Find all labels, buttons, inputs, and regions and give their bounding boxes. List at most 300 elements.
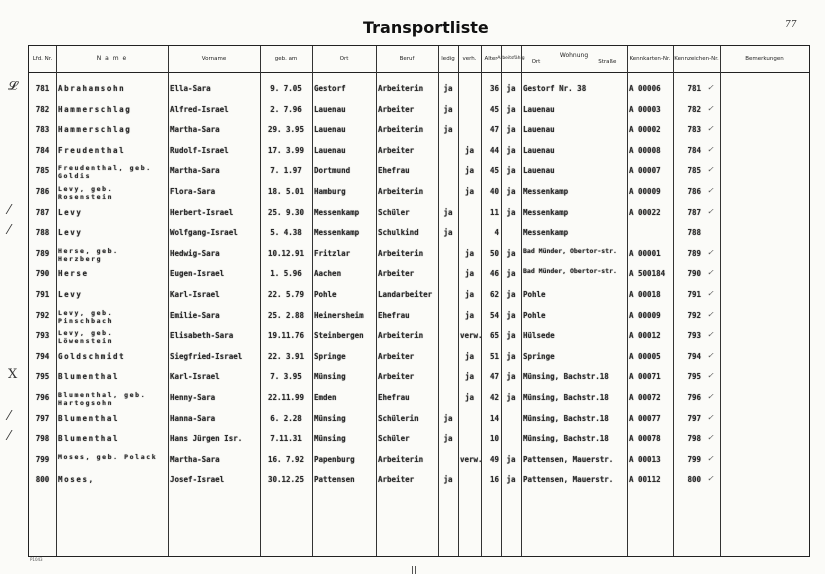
cell-name: Levy: [58, 228, 83, 238]
cell-name: Levy: [58, 290, 83, 299]
cell-alter: 46: [489, 269, 499, 279]
header-lfd: Lfd. Nr.: [32, 56, 53, 62]
cell-beruf: Schülerin: [378, 413, 419, 423]
cell-ort: Fritzlar: [314, 248, 351, 258]
cell-geb: 6. 2.28: [270, 413, 302, 423]
cell-wohnung: Lauenau: [523, 166, 555, 176]
cell-arb: ja: [506, 454, 516, 464]
cell-nr: 798: [35, 434, 50, 444]
header-ledig: ledig: [441, 56, 455, 62]
cell-kz: 783: [687, 125, 701, 135]
cell-arb: ja: [506, 393, 516, 402]
cell-ledig: ja: [443, 104, 453, 114]
cell-beruf: Arbeiter: [378, 475, 415, 485]
cell-name: Levy, geb. Rosenstein: [58, 185, 114, 201]
cell-vorname: Hanna-Sara: [170, 413, 216, 423]
cell-ort: Papenburg: [314, 454, 355, 464]
cell-alter: 47: [489, 125, 499, 135]
cell-nr: 790: [35, 269, 50, 279]
cell-beruf: Arbeiter: [378, 372, 415, 382]
cell-kz: 793: [687, 331, 701, 341]
cell-wohnung: Gestorf Nr. 38: [523, 84, 587, 93]
cell-kk: A 00009: [629, 310, 661, 320]
cell-beruf: Arbeiterin: [378, 187, 424, 196]
cell-vorname: Martha-Sara: [170, 166, 220, 176]
cell-vorname: Ella-Sara: [170, 84, 211, 93]
cell-ledig: [440, 183, 456, 201]
cell-kz: 789: [687, 248, 701, 258]
cell-wohnung: Messenkamp: [523, 187, 569, 196]
cell-name: Hammerschlag: [58, 104, 132, 114]
column-divider: [56, 46, 57, 556]
cell-alter: 44: [489, 145, 499, 155]
cell-arb: [503, 410, 519, 428]
cell-name: Blumenthal: [58, 413, 120, 423]
cell-ledig: [440, 348, 456, 366]
cell-geb: 25. 9.30: [267, 207, 305, 217]
cell-wohnung: Pattensen, Mauerstr.: [523, 475, 614, 485]
cell-ort: Hamburg: [314, 187, 346, 196]
cell-alter: 47: [489, 372, 499, 382]
cell-geb: 19.11.76: [267, 331, 305, 341]
transport-table: [28, 45, 810, 557]
cell-alter: 40: [489, 187, 499, 196]
cell-ort: Gestorf: [314, 84, 346, 93]
cell-kk: A 00077: [629, 413, 661, 423]
cell-check: ✓: [707, 83, 714, 92]
form-code: P1043: [30, 557, 43, 562]
cell-geb: 1. 5.96: [270, 269, 302, 279]
cell-check: ✓: [707, 371, 714, 381]
cell-name: Abrahamsohn: [58, 84, 126, 93]
table-row: [29, 471, 809, 491]
cell-wohnung: Münsing, Bachstr.18: [523, 413, 609, 423]
table-row: [29, 286, 809, 306]
cell-beruf: Schüler: [378, 434, 410, 444]
header-wohnung: [521, 48, 627, 70]
cell-name: Levy: [58, 207, 83, 217]
table-row: [29, 430, 809, 450]
cell-name: Freudenthal, geb. Goldis: [58, 164, 152, 181]
cell-wohnung: Lauenau: [523, 125, 555, 135]
cell-nr: 797: [35, 413, 50, 423]
margin-annotation: ⁄: [8, 429, 11, 445]
cell-kz: 786: [687, 187, 701, 196]
cell-check: ✓: [707, 124, 714, 134]
cell-vorname: Henny-Sara: [170, 393, 216, 402]
cell-ledig: [440, 368, 456, 386]
table-row: [29, 307, 809, 327]
cell-alter: 16: [489, 475, 499, 485]
cell-kz: 787: [687, 207, 701, 217]
cell-arb: ja: [506, 372, 516, 382]
cell-alter: 54: [489, 310, 499, 320]
cell-arb: ja: [506, 310, 516, 320]
cell-wohnung: Münsing, Bachstr.18: [523, 434, 609, 444]
cell-name: Goldschmidt: [58, 351, 126, 361]
cell-name: Blumenthal: [58, 434, 120, 444]
cell-verh: [460, 224, 479, 242]
cell-ort: Münsing: [314, 434, 346, 444]
cell-beruf: Arbeiterin: [378, 331, 424, 341]
cell-kz: 800: [687, 475, 701, 485]
cell-nr: 794: [35, 351, 50, 361]
cell-nr: 793: [35, 331, 50, 341]
cell-vorname: Flora-Sara: [170, 187, 216, 196]
cell-ort: Springe: [314, 351, 346, 361]
table-row: [29, 121, 809, 141]
cell-check: ✓: [707, 350, 714, 360]
cell-name: Herse, geb. Herzberg: [58, 246, 119, 263]
cell-alter: 14: [489, 413, 499, 423]
cell-geb: 16. 7.92: [267, 454, 305, 464]
cell-kz: 785: [687, 166, 701, 176]
cell-beruf: Arbeiterin: [378, 454, 424, 464]
cell-alter: 45: [489, 104, 499, 114]
cell-vorname: Josef-Israel: [170, 475, 225, 485]
table-row: [29, 183, 809, 203]
cell-verh: ja: [464, 145, 475, 155]
cell-check: ✓: [707, 103, 714, 113]
cell-kk: A 00018: [629, 290, 661, 299]
column-divider: [720, 46, 721, 556]
header-wohnung-label: Wohnung: [559, 52, 589, 59]
cell-kz: 788: [687, 228, 701, 238]
cell-nr: 785: [35, 166, 50, 176]
cell-wohnung: Pohle: [523, 310, 546, 320]
cell-vorname: Martha-Sara: [170, 454, 220, 464]
cell-ort: Emden: [314, 393, 337, 402]
cell-geb: 5. 4.38: [270, 228, 302, 238]
column-divider: [376, 46, 377, 556]
cell-geb: 18. 5.01: [267, 187, 305, 196]
cell-alter: 45: [489, 166, 499, 176]
table-row: [29, 204, 809, 224]
cell-ort: Heinersheim: [314, 310, 364, 320]
cell-wohnung: Pohle: [523, 290, 546, 299]
cell-vorname: Eugen-Israel: [170, 269, 225, 279]
cell-wohnung: Lauenau: [523, 104, 555, 114]
cell-ort: Steinbergen: [314, 331, 364, 341]
cell-nr: 783: [35, 125, 50, 135]
cell-vorname: Rudolf-Israel: [170, 145, 229, 155]
header-geb: geb. am: [274, 56, 298, 62]
margin-annotation: X: [8, 367, 18, 383]
cell-arb: ja: [506, 248, 516, 258]
cell-vorname: Karl-Israel: [170, 372, 220, 382]
cell-beruf: Ehefrau: [378, 310, 410, 320]
cell-beruf: Arbeiter: [378, 351, 415, 361]
bottom-tick: [415, 566, 416, 574]
cell-ledig: [440, 142, 456, 160]
column-divider: [260, 46, 261, 556]
cell-kk: A 00012: [629, 331, 661, 341]
cell-ort: Münsing: [314, 413, 346, 423]
cell-nr: 795: [35, 372, 50, 382]
cell-check: ✓: [707, 206, 714, 216]
cell-nr: 792: [35, 310, 50, 320]
column-divider: [458, 46, 459, 556]
cell-ledig: ja: [443, 207, 453, 217]
cell-geb: 7. 1.97: [270, 166, 302, 176]
cell-verh: [460, 471, 479, 489]
cell-ledig: [440, 307, 456, 325]
cell-beruf: Arbeiterin: [378, 125, 424, 135]
cell-geb: 9. 7.05: [270, 84, 302, 93]
cell-ledig: [440, 265, 456, 283]
cell-wohnung: Bad Münder, Obertor-str.: [523, 267, 617, 276]
cell-kk: A 00112: [629, 475, 661, 485]
cell-arb: ja: [506, 145, 516, 155]
cell-kk: A 00071: [629, 372, 661, 382]
cell-alter: 11: [489, 207, 499, 217]
cell-vorname: Alfred-Israel: [170, 104, 229, 114]
cell-name: Hammerschlag: [58, 125, 132, 135]
table-row: [29, 327, 809, 347]
cell-kz: 782: [687, 104, 701, 114]
cell-vorname: Hans Jürgen Isr.: [170, 434, 243, 444]
margin-annotation: ⁄: [8, 202, 11, 218]
cell-name: Levy, geb. Löwenstein: [58, 329, 114, 346]
cell-geb: 22. 5.79: [267, 290, 305, 299]
cell-kk: A 00078: [629, 434, 661, 444]
cell-ort: Aachen: [314, 269, 342, 279]
cell-arb: ja: [506, 351, 516, 361]
cell-kz: 790: [687, 269, 701, 279]
cell-geb: 22. 3.91: [267, 351, 305, 361]
cell-arb: ja: [506, 290, 516, 299]
cell-check: ✓: [707, 186, 714, 195]
cell-verh: [460, 101, 479, 119]
table-row: [29, 389, 809, 409]
header-kennzeichen: Kennzeichen-Nr.: [674, 56, 719, 62]
cell-kk: A 00003: [629, 104, 661, 114]
cell-alter: 10: [489, 434, 499, 444]
cell-check: ✓: [707, 392, 714, 401]
cell-alter: 50: [489, 248, 499, 258]
cell-nr: 782: [35, 104, 50, 114]
cell-kk: [629, 224, 671, 242]
cell-geb: 17. 3.99: [267, 145, 305, 155]
cell-verh: verw.: [460, 454, 483, 464]
cell-verh: ja: [464, 248, 475, 258]
cell-kz: 796: [687, 393, 701, 402]
page-number: 77: [785, 20, 797, 30]
cell-verh: [460, 410, 479, 428]
table-row: [29, 162, 809, 182]
cell-check: ✓: [707, 289, 714, 298]
cell-vorname: Martha-Sara: [170, 125, 220, 135]
cell-ort: Lauenau: [314, 125, 346, 135]
cell-vorname: Karl-Israel: [170, 290, 220, 299]
column-divider: [312, 46, 313, 556]
table-row: [29, 245, 809, 265]
cell-ledig: [440, 327, 456, 345]
cell-check: ✓: [707, 144, 714, 154]
header-verh: verh.: [462, 56, 477, 62]
cell-verh: ja: [464, 310, 475, 320]
cell-check: ✓: [707, 412, 714, 422]
cell-wohnung: Pattensen, Mauerstr.: [523, 454, 614, 464]
cell-beruf: Arbeiterin: [378, 84, 424, 93]
table-row: [29, 142, 809, 162]
cell-arb: ja: [506, 269, 516, 279]
cell-beruf: Arbeiter: [378, 145, 415, 155]
cell-arb: [503, 224, 519, 242]
cell-alter: 51: [489, 351, 499, 361]
cell-geb: 7. 3.95: [270, 372, 302, 382]
cell-vorname: Wolfgang-Israel: [170, 228, 238, 238]
cell-wohnung: Lauenau: [523, 145, 555, 155]
cell-kk: A 00002: [629, 125, 661, 135]
cell-nr: 787: [35, 207, 50, 217]
column-divider: [627, 46, 628, 556]
cell-vorname: Hedwig-Sara: [170, 248, 220, 258]
cell-geb: 22.11.99: [267, 393, 305, 402]
cell-kk: A 00022: [629, 207, 661, 217]
cell-check: ✓: [707, 330, 714, 340]
cell-beruf: Arbeiter: [378, 104, 415, 114]
cell-arb: ja: [506, 207, 516, 217]
cell-kz: 781: [687, 84, 701, 93]
cell-alter: 49: [489, 454, 499, 464]
cell-beruf: Landarbeiter: [378, 290, 433, 299]
cell-wohnung: Bad Münder, Obertor-str.: [523, 246, 617, 255]
cell-arb: ja: [506, 187, 516, 196]
cell-arb: ja: [506, 125, 516, 135]
cell-verh: ja: [464, 187, 475, 196]
column-divider: [438, 46, 439, 556]
cell-check: ✓: [707, 453, 714, 463]
cell-verh: ja: [464, 393, 475, 402]
margin-annotation: ⁄: [8, 223, 11, 239]
cell-beruf: Ehefrau: [378, 166, 410, 176]
cell-nr: 786: [35, 187, 50, 196]
column-divider: [673, 46, 674, 556]
cell-verh: [460, 430, 479, 448]
cell-kk: A 00005: [629, 351, 661, 361]
cell-ledig: ja: [443, 475, 453, 485]
cell-kk: A 00009: [629, 187, 661, 196]
cell-alter: 62: [489, 290, 499, 299]
cell-name: Blumenthal, geb. Hartogsohn: [58, 391, 147, 407]
cell-wohnung: Springe: [523, 351, 555, 361]
table-row: [29, 348, 809, 368]
cell-check: ✓: [707, 309, 714, 319]
cell-ledig: ja: [443, 434, 453, 444]
cell-nr: 784: [35, 145, 50, 155]
cell-geb: 10.12.91: [267, 248, 305, 258]
cell-check: ✓: [707, 433, 714, 443]
column-divider: [501, 46, 502, 556]
cell-kz: 791: [687, 290, 701, 299]
cell-kz: 792: [687, 310, 701, 320]
margin-annotation: ⁄: [8, 408, 11, 424]
header-name: N a m e: [96, 55, 128, 62]
cell-vorname: Siegfried-Israel: [170, 351, 243, 361]
table-row: [29, 451, 809, 471]
cell-nr: 791: [35, 290, 50, 299]
cell-ort: Messenkamp: [314, 228, 360, 238]
cell-nr: 796: [35, 393, 50, 402]
cell-wohnung: Messenkamp: [523, 228, 569, 238]
cell-kk: A 00008: [629, 145, 661, 155]
cell-arb: ja: [506, 166, 516, 176]
cell-verh: ja: [464, 372, 475, 382]
cell-arb: [503, 430, 519, 448]
cell-nr: 789: [35, 248, 50, 258]
cell-ledig: [440, 389, 456, 407]
cell-check: ✓: [707, 268, 714, 278]
cell-ort: Lauenau: [314, 104, 346, 114]
header-arbeitsfaehig: Arbeitsfähig: [497, 56, 525, 61]
cell-ledig: ja: [443, 84, 453, 93]
header-beruf: Beruf: [399, 56, 415, 62]
table-row: [29, 224, 809, 244]
table-row: [29, 368, 809, 388]
cell-geb: 25. 2.88: [267, 310, 305, 320]
cell-arb: ja: [506, 331, 516, 341]
cell-kz: 794: [687, 351, 701, 361]
cell-ledig: [440, 286, 456, 304]
cell-name: Blumenthal: [58, 372, 120, 382]
cell-ort: Lauenau: [314, 145, 346, 155]
cell-verh: verw.: [460, 331, 483, 341]
cell-ledig: ja: [443, 413, 453, 423]
cell-name: Levy, geb. Pinschbach: [58, 308, 114, 325]
column-divider: [521, 46, 522, 556]
cell-verh: [460, 80, 479, 98]
column-divider: [481, 46, 482, 556]
cell-kk: A 00072: [629, 393, 661, 402]
cell-ledig: ja: [443, 228, 453, 238]
cell-kk: A 500184: [629, 269, 666, 279]
cell-verh: [460, 204, 479, 222]
cell-name: Herse: [58, 269, 89, 279]
cell-beruf: Arbeiterin: [378, 248, 424, 258]
table-row: [29, 410, 809, 430]
cell-wohnung: Münsing, Bachstr.18: [523, 393, 609, 402]
header-wohnung-ort: Ort: [531, 59, 541, 65]
cell-verh: ja: [464, 166, 475, 176]
cell-check: ✓: [707, 247, 714, 257]
cell-ledig: [440, 451, 456, 469]
cell-kz: 795: [687, 372, 701, 382]
cell-ledig: [440, 162, 456, 180]
cell-kk: A 00001: [629, 248, 661, 258]
cell-alter: 36: [489, 84, 499, 93]
cell-vorname: Emilie-Sara: [170, 310, 220, 320]
cell-kz: 797: [687, 413, 701, 423]
cell-wohnung: Münsing, Bachstr.18: [523, 372, 609, 382]
cell-geb: 2. 7.96: [270, 104, 302, 114]
cell-verh: ja: [464, 269, 475, 279]
cell-kk: A 00006: [629, 84, 661, 93]
cell-alter: 42: [489, 393, 499, 402]
cell-name: Moses, geb. Polack: [58, 452, 158, 461]
cell-arb: ja: [506, 104, 516, 114]
cell-ort: Messenkamp: [314, 207, 360, 217]
header-wohnung-strasse: Straße: [598, 59, 617, 65]
bottom-tick: [412, 566, 413, 574]
cell-kz: 799: [687, 454, 701, 464]
cell-nr: 781: [35, 84, 50, 93]
header-alter: Alter: [484, 56, 498, 62]
cell-geb: 30.12.25: [267, 475, 305, 485]
cell-beruf: Ehefrau: [378, 393, 410, 402]
cell-alter: 65: [489, 331, 499, 341]
header-vorname: Vorname: [201, 56, 227, 62]
